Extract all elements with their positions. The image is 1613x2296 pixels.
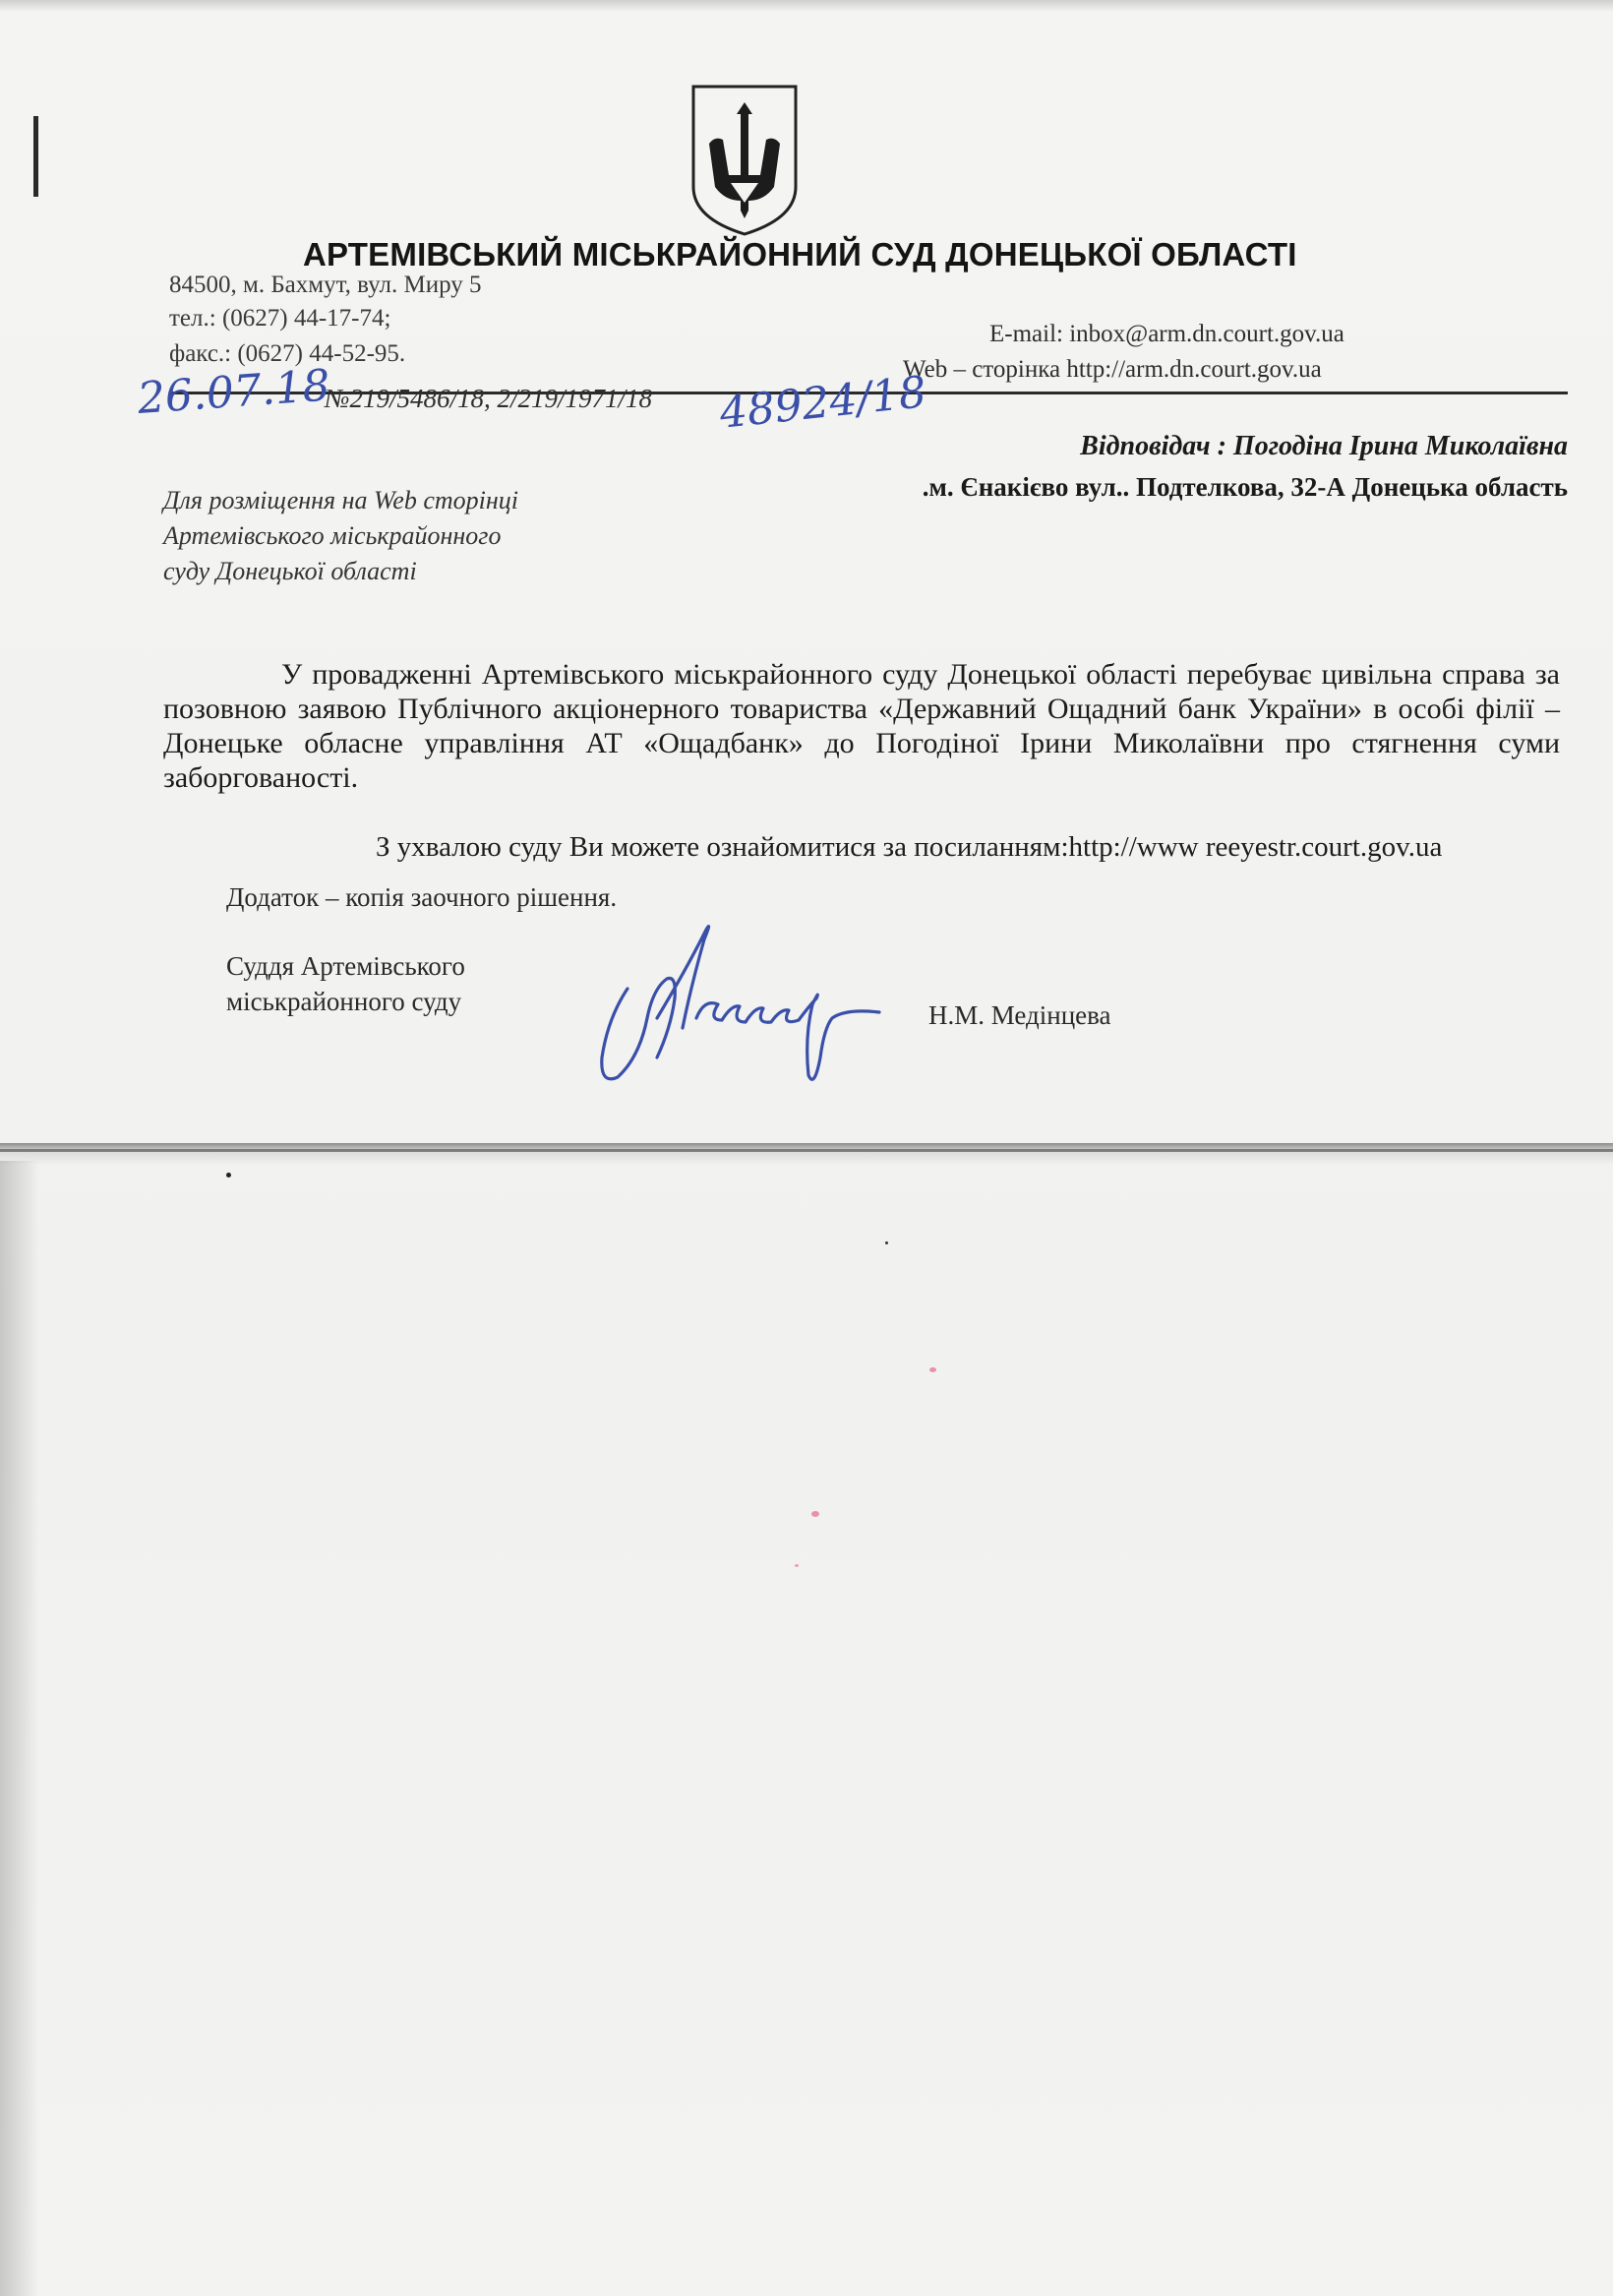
web-note-line: суду Донецької області bbox=[163, 557, 417, 585]
web-note-line: Для розміщення на Web сторінці bbox=[163, 486, 519, 514]
scan-top-shadow bbox=[0, 0, 1613, 12]
speck bbox=[929, 1367, 936, 1372]
court-title: АРТЕМІВСЬКИЙ МІСЬКРАЙОННИЙ СУД ДОНЕЦЬКОЇ ОБЛАСТІ bbox=[303, 236, 1297, 272]
speck bbox=[885, 1241, 888, 1244]
respondent-name: Відповідач : Погодіна Ірина Миколаївна bbox=[1080, 431, 1568, 461]
speck bbox=[795, 1564, 799, 1567]
paper-fold-line bbox=[0, 1149, 1613, 1152]
attachment-note: Додаток – копія заочного рішення. bbox=[226, 882, 618, 912]
paper-fold bbox=[0, 1143, 1613, 1165]
court-email: E-mail: inbox@arm.dn.court.gov.ua bbox=[989, 321, 1344, 347]
case-numbers: №219/5486/18, 2/219/1971/18 bbox=[325, 384, 652, 413]
handwritten-signature bbox=[588, 910, 893, 1097]
margin-mark bbox=[33, 116, 38, 197]
court-website: Web – сторінка http://arm.dn.court.gov.ua bbox=[903, 356, 1322, 383]
signer-title: Суддя Артемівського bbox=[226, 951, 465, 981]
speck bbox=[226, 1173, 231, 1178]
handwritten-date: 26.07.18 bbox=[136, 360, 332, 424]
body-paragraph-text: У провадженні Артемівського міськрайонного суду Донецької області перебуває цивільна справа за позовною заявою Публічного акціонерного товариства «Державний Ощадний банк України» в особі філії – Донецьке обласне управління АТ «Ощадбанк» до Погодіної Ірини Миколаївни про стягнення суми заборгованості. bbox=[163, 658, 1560, 794]
web-note-line: Артемівського міськрайонного bbox=[163, 521, 502, 550]
court-fax: факс.: (0627) 44-52-95. bbox=[169, 340, 406, 367]
speck bbox=[811, 1511, 819, 1517]
judge-name: Н.М. Медінцева bbox=[928, 1000, 1111, 1030]
body-paragraph bbox=[163, 657, 1560, 795]
handwritten-registration-number: 48924/18 bbox=[717, 367, 929, 439]
coat-of-arms-icon bbox=[686, 81, 804, 238]
reference-line: З ухвалою суду Ви можете ознайомитися за посиланням:http://www reeyestr.court.gov.ua bbox=[376, 831, 1443, 863]
scan-left-shadow bbox=[0, 1161, 39, 2296]
court-address: 84500, м. Бахмут, вул. Миру 5 bbox=[169, 272, 482, 298]
court-phone: тел.: (0627) 44-17-74; bbox=[169, 305, 391, 332]
respondent-address: .м. Єнакієво вул.. Подтелкова, 32-А Донецька область bbox=[922, 472, 1568, 502]
signer-title: міськрайонного суду bbox=[226, 987, 462, 1016]
